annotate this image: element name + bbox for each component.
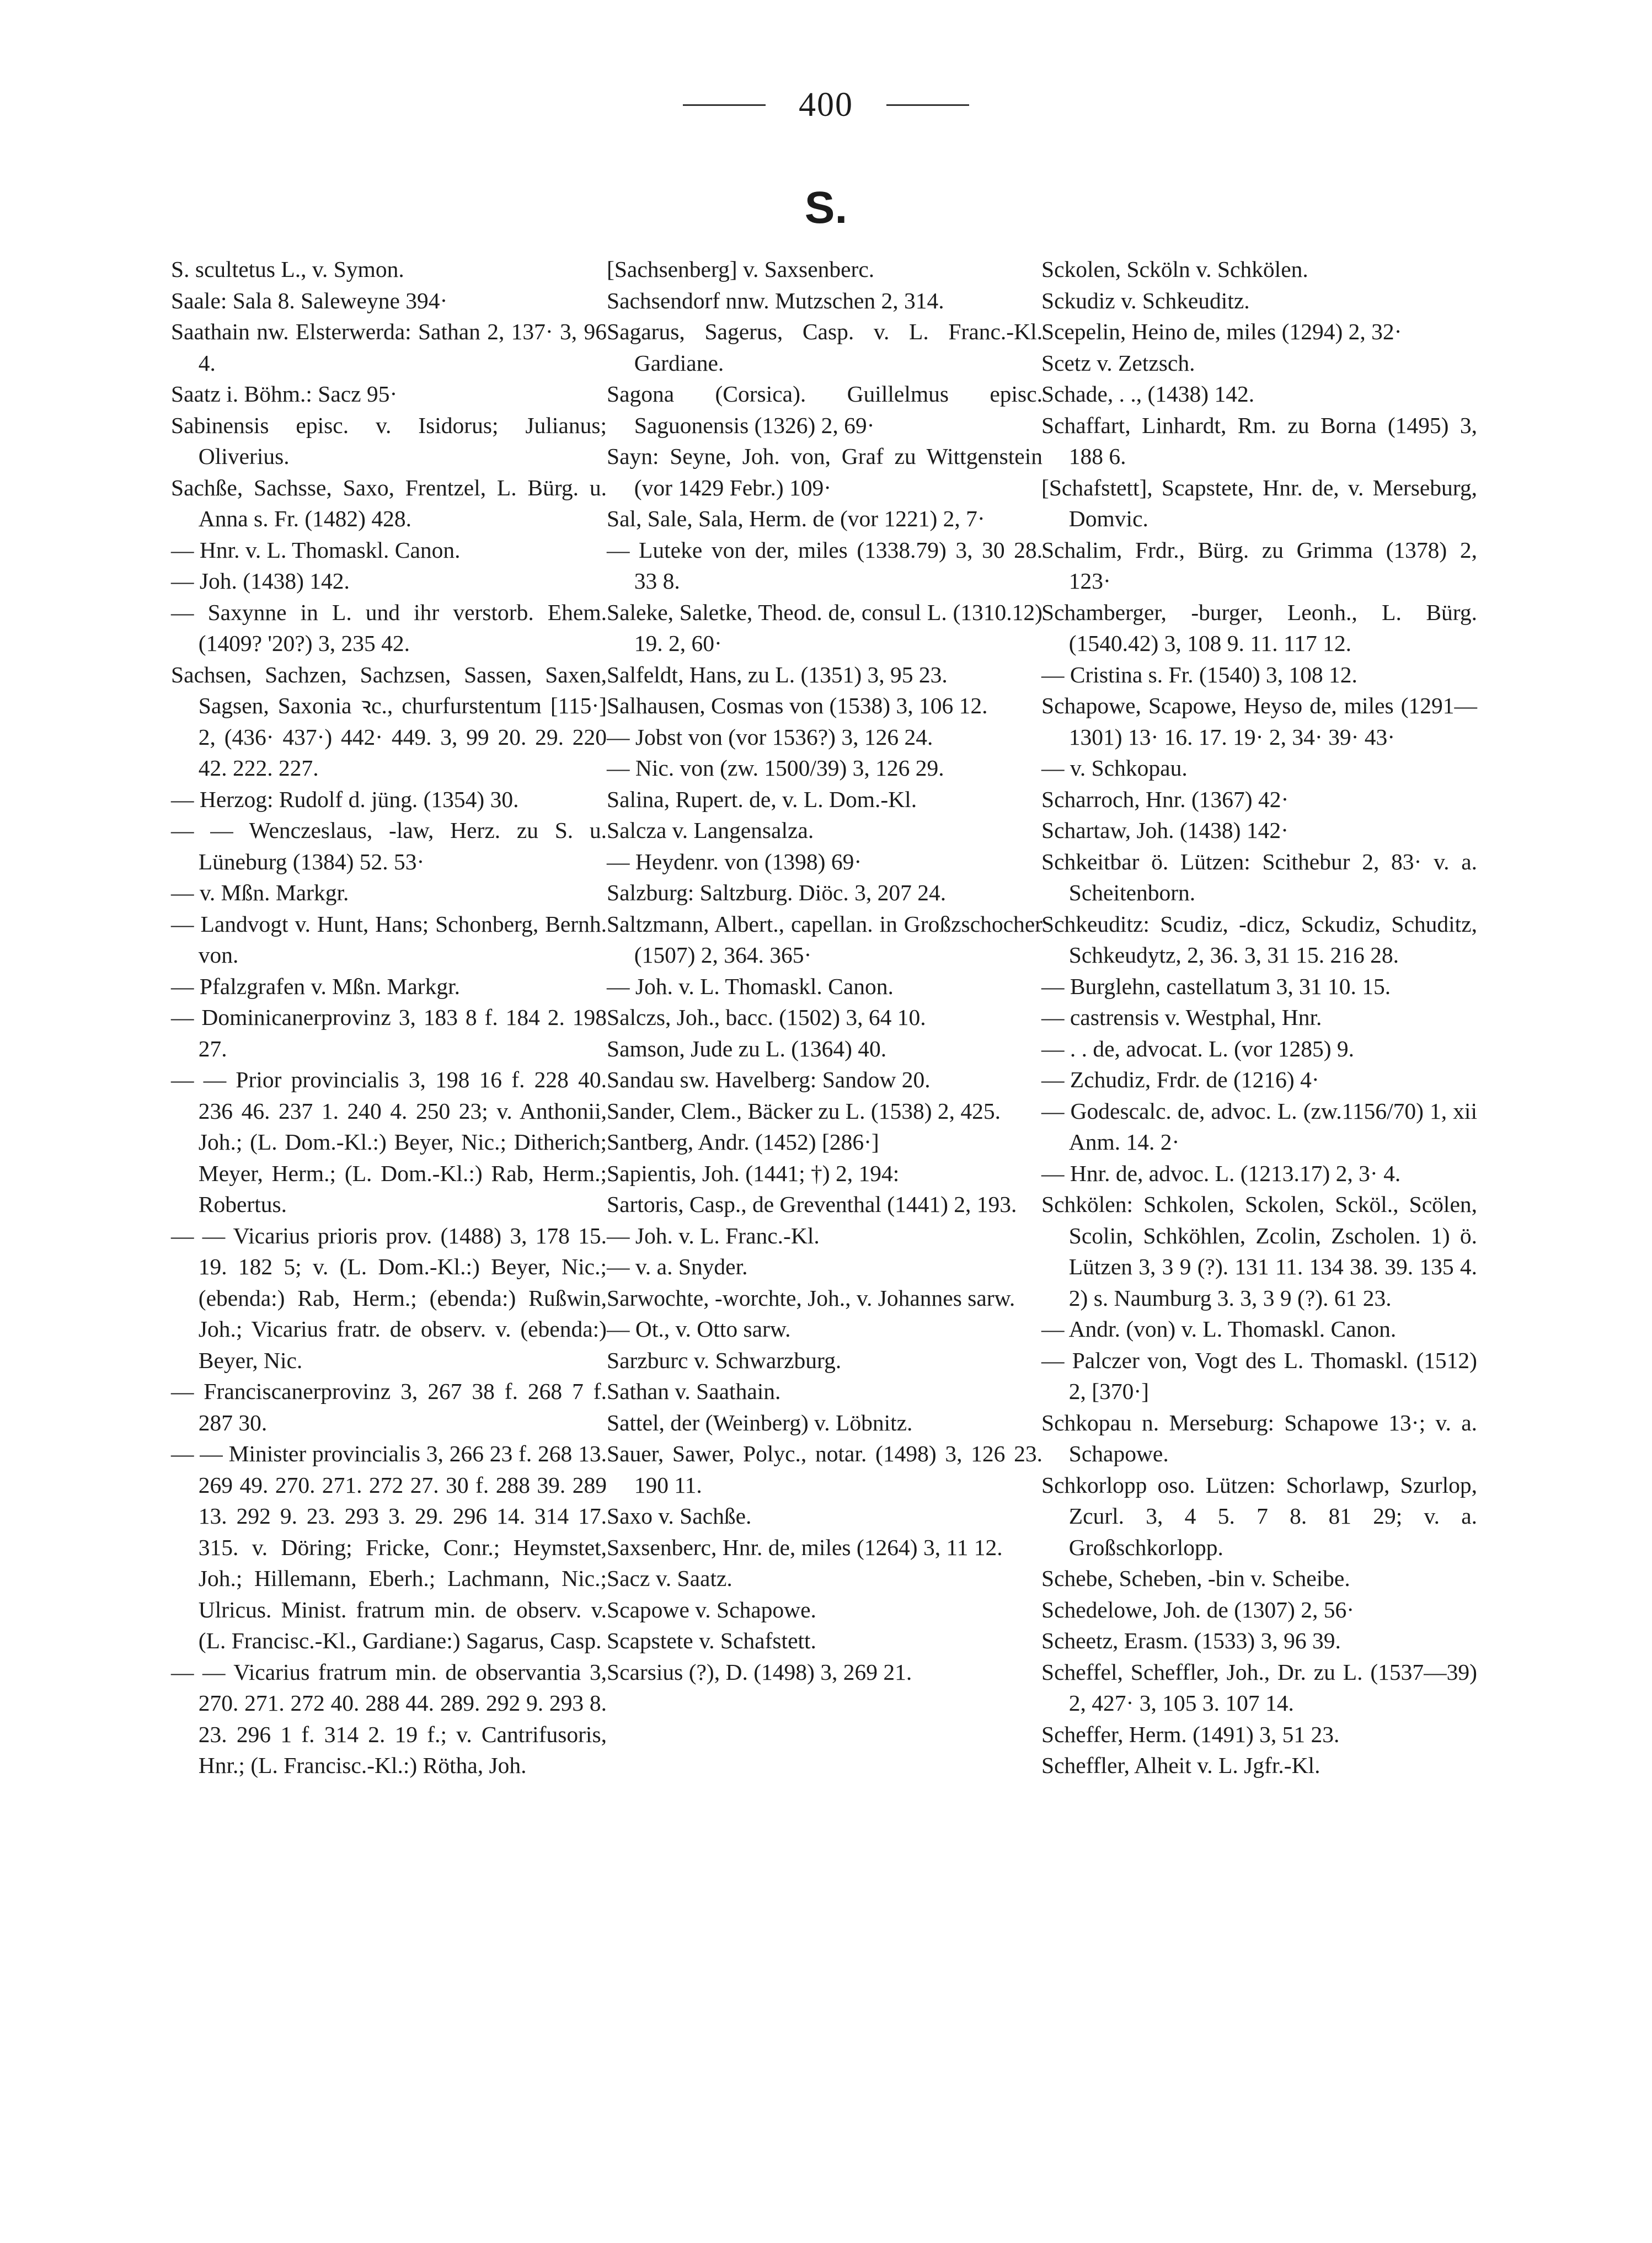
index-entry: Scheffer, Herm. (1491) 3, 51 23. [1041, 1721, 1340, 1747]
index-entry: Sckolen, Scköln v. Schkölen. [1041, 257, 1308, 282]
page-header [0, 72, 1652, 138]
index-entry: — v. Schkopau. [1041, 755, 1188, 781]
index-entry: — Burglehn, castellatum 3, 31 10. 15. [1041, 973, 1391, 999]
index-entry: Sauer, Sawer, Polyc., notar. (1498) 3, 126 23. 190 11. [607, 1441, 1042, 1498]
index-entry: Schkorlopp oso. Lützen: Schorlawp, Szurlop, Zcurl. 3, 4 5. 7 8. 81 29; v. a. Großschkorlopp. [1041, 1472, 1477, 1560]
index-entry: — castrensis v. Westphal, Hnr. [1041, 1005, 1322, 1030]
index-entry: Saleke, Saletke, Theod. de, consul L. (1310.12) 19. 2, 60· [607, 599, 1042, 656]
index-entry: Saxo v. Sachße. [607, 1503, 752, 1529]
index-entry: Sattel, der (Weinberg) v. Löbnitz. [607, 1409, 913, 1435]
index-entry: — Andr. (von) v. L. Thomaskl. Canon. [1041, 1316, 1397, 1342]
index-entry: — Landvogt v. Hunt, Hans; Schonberg, Bernh. von. [171, 911, 607, 968]
index-entry: — Zchudiz, Frdr. de (1216) 4· [1041, 1067, 1319, 1092]
index-column-3 [1041, 254, 1477, 1781]
index-entry: Schebe, Scheben, -bin v. Scheibe. [1041, 1566, 1350, 1591]
index-entry: Scharroch, Hnr. (1367) 42· [1041, 786, 1289, 812]
index-entry: — Franciscanerprovinz 3, 267 38 f. 268 7 f. 287 30. [171, 1379, 607, 1435]
header-rule-left [683, 104, 766, 106]
index-entry: Scetz v. Zetzsch. [1041, 350, 1195, 376]
index-entry: Samson, Jude zu L. (1364) 40. [607, 1035, 887, 1061]
index-entry: — Joh. v. L. Thomaskl. Canon. [607, 973, 894, 999]
index-entry: Scapowe v. Schapowe. [607, 1596, 816, 1622]
index-entry: Schapowe, Scapowe, Heyso de, miles (1291—1301) 13· 16. 17. 19· 2, 34· 39· 43· [1041, 693, 1477, 750]
index-entry: Salcza v. Langensalza. [607, 818, 814, 843]
index-entry: Sabinensis episc. v. Isidorus; Julianus; Oliverius. [171, 412, 607, 469]
index-entry: Salczs, Joh., bacc. (1502) 3, 64 10. [607, 1005, 926, 1030]
index-entry: Schkölen: Schkolen, Sckolen, Scköl., Scölen, Scolin, Schköhlen, Zcolin, Zscholen. 1) ö. Lützen 3, 3 9 (?). 131 11. 134 38. 39. 135 4. 2) s. Naumburg 3. 3, 3 9 (?). 61 23. [1041, 1192, 1477, 1311]
index-entry: Sandau sw. Havelberg: Sandow 20. [607, 1067, 931, 1092]
index-entry: Schalim, Frdr., Bürg. zu Grimma (1378) 2, 123· [1041, 537, 1477, 594]
index-entry: Sayn: Seyne, Joh. von, Graf zu Wittgenstein (vor 1429 Febr.) 109· [607, 444, 1042, 500]
index-entry: Scapstete v. Schafstett. [607, 1628, 816, 1653]
index-entry: — — Vicarius fratrum min. de observantia 3, 270. 271. 272 40. 288 44. 289. 292 9. 293 8. 23. 296 1 f. 314 2. 19 f.; v. Cantrifusoris, Hnr.; (L. Francisc.-Kl.:) Rötha, Joh. [171, 1659, 607, 1778]
index-entry: Schkeuditz: Scudiz, -dicz, Sckudiz, Schuditz, Schkeudytz, 2, 36. 3, 31 15. 216 28. [1041, 911, 1477, 968]
index-entry: Santberg, Andr. (1452) [286·] [607, 1129, 879, 1155]
index-entry: — Joh. v. L. Franc.-Kl. [607, 1222, 820, 1248]
index-entry: Salzburg: Saltzburg. Diöc. 3, 207 24. [607, 880, 947, 905]
index-entry: — v. a. Snyder. [607, 1254, 748, 1279]
index-entry: Scheffler, Alheit v. L. Jgfr.-Kl. [1041, 1753, 1320, 1778]
index-entry: Scheetz, Erasm. (1533) 3, 96 39. [1041, 1628, 1341, 1653]
index-entry: Sapientis, Joh. (1441; †) 2, 194: [607, 1160, 900, 1186]
index-entry: Sacz v. Saatz. [607, 1566, 733, 1591]
index-entry: — Pfalzgrafen v. Mßn. Markgr. [171, 973, 460, 999]
index-entry: Sagarus, Sagerus, Casp. v. L. Franc.-Kl. Gardiane. [607, 319, 1042, 376]
index-entry: — Hnr. v. L. Thomaskl. Canon. [171, 537, 461, 563]
index-entry: — Palczer von, Vogt des L. Thomaskl. (1512) 2, [370·] [1041, 1347, 1477, 1404]
index-entry: Sagona (Corsica). Guillelmus episc. Saguonensis (1326) 2, 69· [607, 381, 1042, 438]
index-entry: — — Minister provincialis 3, 266 23 f. 268 13. 269 49. 270. 271. 272 27. 30 f. 288 39. 289 13. 292 9. 23. 293 3. 29. 296 14. 314 17. 315. v. Döring; Fricke, Conr.; Heymstet, Joh.; Hillemann, Eberh.; Lachmann, Nic.; Ulricus. Minist. fratrum min. de observ. v. (L. Francisc.-Kl., Gardiane:) Sagarus, Casp. [171, 1441, 607, 1653]
index-entry: — Luteke von der, miles (1338.79) 3, 30 28. 33 8. [607, 537, 1042, 594]
index-entry: Scheffel, Scheffler, Joh., Dr. zu L. (1537—39) 2, 427· 3, 105 3. 107 14. [1041, 1659, 1477, 1716]
index-column-1 [171, 254, 607, 1781]
index-entry: Salina, Rupert. de, v. L. Dom.-Kl. [607, 786, 917, 812]
index-entry: — Herzog: Rudolf d. jüng. (1354) 30. [171, 786, 519, 812]
page-number: 400 [799, 86, 853, 124]
index-entry: — — Prior provincialis 3, 198 16 f. 228 40. 236 46. 237 1. 240 4. 250 23; v. Anthonii, Joh.; (L. Dom.-Kl.:) Beyer, Nic.; Ditherich; Meyer, Herm.; (L. Dom.-Kl.:) Rab, Herm.; Robertus. [171, 1067, 607, 1217]
index-entry: Saale: Sala 8. Saleweyne 394· [171, 287, 448, 313]
index-entry: — Jobst von (vor 1536?) 3, 126 24. [607, 724, 933, 750]
index-entry: Sarwochte, -worchte, Joh., v. Johannes sarw. [607, 1285, 1015, 1311]
index-entry: — Joh. (1438) 142. [171, 568, 350, 594]
index-entry: Sal, Sale, Sala, Herm. de (vor 1221) 2, 7· [607, 506, 985, 531]
index-entry: [Schafstett], Scapstete, Hnr. de, v. Merseburg, Domvic. [1041, 474, 1477, 531]
index-entry: Saltzmann, Albert., capellan. in Großzschocher (1507) 2, 364. 365· [607, 911, 1042, 968]
index-entry: Sander, Clem., Bäcker zu L. (1538) 2, 425. [607, 1098, 1001, 1124]
index-entry: Scepelin, Heino de, miles (1294) 2, 32· [1041, 319, 1402, 344]
index-entry: — Saxynne in L. und ihr verstorb. Ehem. (1409? '20?) 3, 235 42. [171, 599, 607, 656]
index-entry: Schade, . ., (1438) 142. [1041, 381, 1255, 407]
index-entry: Scarsius (?), D. (1498) 3, 269 21. [607, 1659, 912, 1685]
index-entry: Saxsenberc, Hnr. de, miles (1264) 3, 11 12. [607, 1534, 1003, 1560]
index-entry: Schedelowe, Joh. de (1307) 2, 56· [1041, 1596, 1355, 1622]
header-rule-right [886, 104, 969, 106]
index-entry: Salhausen, Cosmas von (1538) 3, 106 12. [607, 693, 988, 718]
index-column-2 [607, 254, 1042, 1687]
index-entry: Sathan v. Saathain. [607, 1379, 781, 1404]
index-entry: — Heydenr. von (1398) 69· [607, 848, 862, 874]
index-entry: Sachsen, Sachzen, Sachzsen, Sassen, Saxen, Sagsen, Saxonia ꝛc., churfurstentum [115·] 2, (436· 437·) 442· 449. 3, 99 20. 29. 220 42. 222. 227. [171, 661, 607, 781]
index-entry: — Godescalc. de, advoc. L. (zw.1156/70) 1, xii Anm. 14. 2· [1041, 1098, 1477, 1155]
index-entry: S. scultetus L., v. Symon. [171, 257, 404, 282]
index-entry: — Nic. von (zw. 1500/39) 3, 126 29. [607, 755, 944, 781]
index-entry: Schartaw, Joh. (1438) 142· [1041, 818, 1289, 843]
index-entry: Saathain nw. Elsterwerda: Sathan 2, 137· 3, 96 4. [171, 319, 607, 376]
index-entry: — v. Mßn. Markgr. [171, 880, 349, 905]
index-entry: Sachsendorf nnw. Mutzschen 2, 314. [607, 287, 944, 313]
index-entry: Sartoris, Casp., de Greventhal (1441) 2, 193. [607, 1192, 1017, 1217]
index-entry: — Hnr. de, advoc. L. (1213.17) 2, 3· 4. [1041, 1160, 1401, 1186]
index-entry: — — Vicarius prioris prov. (1488) 3, 178 15. 19. 182 5; v. (L. Dom.-Kl.:) Beyer, Nic.; (ebenda:) Rab, Herm.; (ebenda:) Rußwin, Joh.; Vicarius fratr. de observ. v. (ebenda:) Beyer, Nic. [171, 1222, 607, 1373]
index-entry: — Cristina s. Fr. (1540) 3, 108 12. [1041, 661, 1357, 687]
index-entry: Sckudiz v. Schkeuditz. [1041, 287, 1250, 313]
index-entry: Schamberger, -burger, Leonh., L. Bürg. (1540.42) 3, 108 9. 11. 117 12. [1041, 599, 1477, 656]
index-entry: — Dominicanerprovinz 3, 183 8 f. 184 2. 198 27. [171, 1005, 607, 1061]
index-entry: [Sachsenberg] v. Saxsenberc. [607, 257, 875, 282]
index-entry: — . . de, advocat. L. (vor 1285) 9. [1041, 1035, 1355, 1061]
index-entry: — — Wenczeslaus, -law, Herz. zu S. u. Lüneburg (1384) 52. 53· [171, 818, 607, 874]
index-entry: Schkeitbar ö. Lützen: Scithebur 2, 83· v. a. Scheitenborn. [1041, 848, 1477, 905]
index-entry: Sarzburc v. Schwarzburg. [607, 1347, 842, 1373]
index-entry: Sachße, Sachsse, Saxo, Frentzel, L. Bürg. u. Anna s. Fr. (1482) 428. [171, 474, 607, 531]
section-heading: S. [804, 183, 848, 233]
index-entry: Salfeldt, Hans, zu L. (1351) 3, 95 23. [607, 661, 948, 687]
index-entry: Schkopau n. Merseburg: Schapowe 13·; v. a. Schapowe. [1041, 1409, 1477, 1466]
index-entry: — Ot., v. Otto sarw. [607, 1316, 791, 1342]
index-entry: Schaffart, Linhardt, Rm. zu Borna (1495) 3, 188 6. [1041, 412, 1477, 469]
index-entry: Saatz i. Böhm.: Sacz 95· [171, 381, 398, 407]
